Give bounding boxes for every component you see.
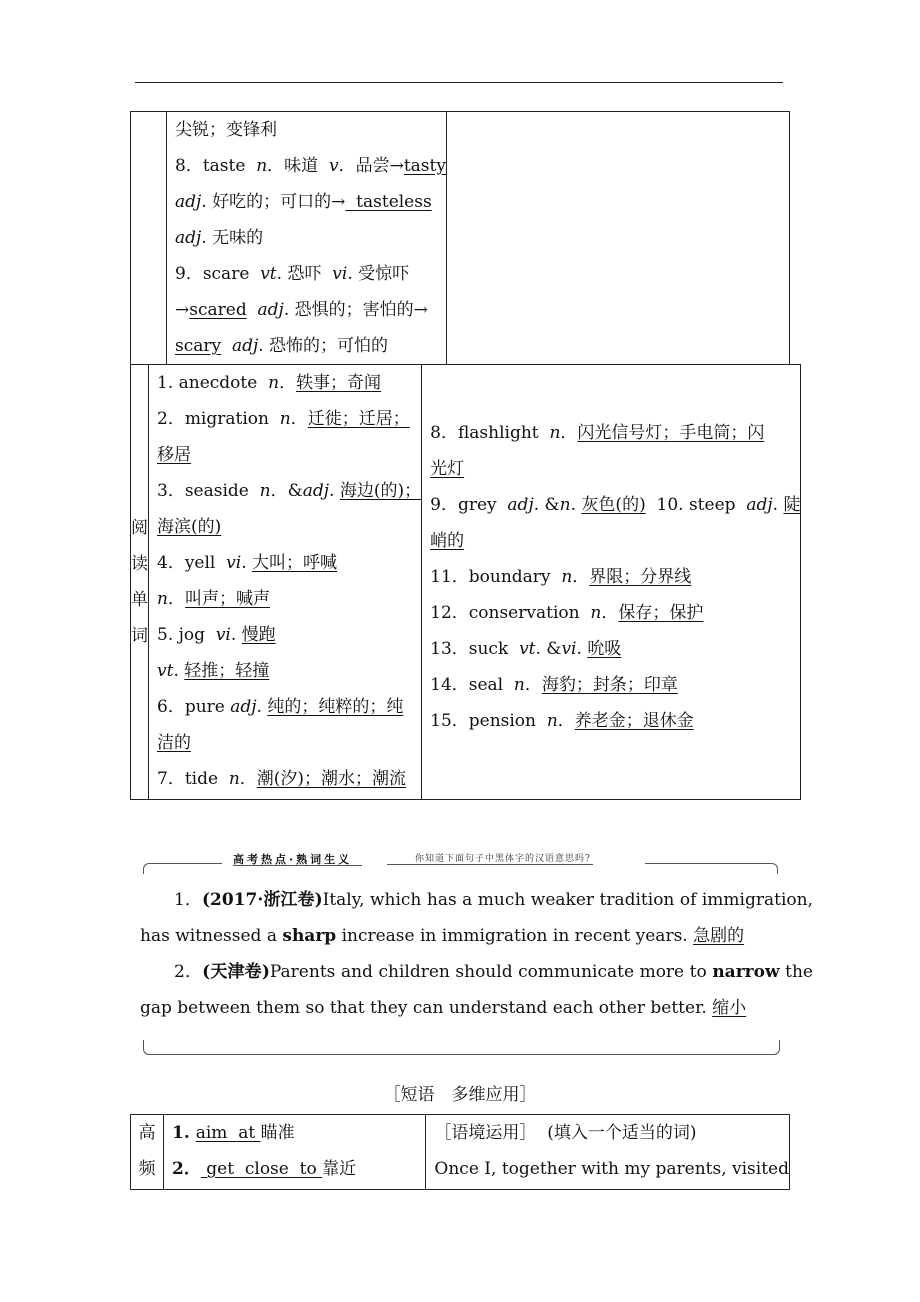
line-text: . 受惊吓	[347, 264, 410, 284]
line-text: . 恐惧的；害怕的→	[283, 300, 428, 320]
line-text: ．	[560, 423, 578, 443]
line-text: .	[173, 661, 185, 681]
line-text: n	[561, 567, 573, 587]
vocab-cell-left	[167, 112, 447, 365]
line-text: 7．tide	[157, 769, 229, 789]
vocab-line	[149, 509, 421, 545]
vocab-line	[167, 292, 446, 328]
line-text: . 恐吓	[276, 264, 333, 284]
side-label-char: 高	[138, 1123, 156, 1143]
phrases-left	[164, 1115, 426, 1190]
line-text: ［语境运用］ (填入一个适当的词)	[434, 1123, 697, 1143]
vocab-line	[422, 703, 800, 739]
line-text: ．	[167, 589, 185, 609]
line-text: .	[576, 639, 588, 659]
line-text: 9．scare	[175, 264, 261, 284]
line-text: ．&	[270, 481, 303, 501]
answer-text: 灰色(的)	[581, 495, 646, 515]
phrases-right	[426, 1115, 790, 1190]
reading-words-left	[149, 365, 422, 800]
line-text: 8．taste	[175, 156, 257, 176]
answer-text: tasty	[403, 156, 446, 176]
vocab-line	[422, 595, 800, 631]
line-text: ．	[572, 567, 590, 587]
high-frequency-label	[131, 1115, 163, 1187]
vocab-line	[149, 653, 421, 689]
hot-topic-frame-bottom	[143, 1040, 780, 1055]
vocab-line	[149, 401, 421, 437]
vocab-line	[167, 148, 446, 184]
vocab-line	[149, 761, 421, 797]
line-text: 瞄准	[260, 1123, 295, 1143]
line-text: sharp	[282, 926, 337, 946]
answer-text: 峭的	[430, 531, 465, 551]
vocab-line	[422, 451, 800, 487]
line-text: adj	[230, 697, 257, 717]
line-text: ．品尝→	[338, 156, 404, 176]
line-text: adj	[507, 495, 534, 515]
vocab-line	[149, 437, 421, 473]
line-text: . &	[533, 495, 560, 515]
line-text: vi	[561, 639, 577, 659]
vocab-line	[149, 365, 421, 401]
context-lines	[426, 1115, 789, 1187]
line-text: adj	[175, 192, 202, 212]
vocab-line	[422, 487, 800, 523]
vocab-line	[149, 689, 421, 725]
line-text: ．	[557, 711, 575, 731]
line-text: 3．seaside	[157, 481, 260, 501]
example-sentence-2	[140, 954, 813, 1026]
line-text: adj	[302, 481, 330, 501]
vocab-cell-right-empty	[446, 112, 789, 365]
line-text: 6．pure	[157, 697, 231, 717]
line-text: ．	[601, 603, 619, 623]
line-text: (2017·浙江卷)	[201, 890, 323, 910]
answer-text: 潮(汐)；潮水；潮流	[256, 769, 407, 789]
answer-text: scary	[175, 336, 222, 356]
answer-text: 海边(的)；	[339, 481, 422, 501]
line-text: 13．suck	[430, 639, 520, 659]
line-text: adj	[175, 228, 202, 248]
line-text: 1. anecdote	[157, 373, 269, 393]
vocab-line	[167, 328, 446, 364]
answer-text: 纯的；纯粹的；纯	[267, 697, 404, 717]
vocab-lines	[149, 365, 421, 797]
answer-text: 慢跑	[241, 625, 276, 645]
vocab-line	[167, 220, 446, 256]
line-text: Once I, together with my parents, visited	[434, 1159, 789, 1179]
answer-text: 轻推；轻撞	[184, 661, 270, 681]
vocab-line	[164, 1115, 425, 1151]
vocab-line	[422, 415, 800, 451]
side-cell-reading	[131, 365, 149, 800]
line-text: vt	[260, 264, 277, 284]
side-label-char: 单	[131, 590, 148, 610]
line-text: 10. steep	[645, 495, 747, 515]
side-cell-frequent	[131, 1115, 164, 1190]
vocab-line	[422, 523, 800, 559]
answer-text: 闪光信号灯；手电筒；闪	[577, 423, 765, 443]
answer-text: 叫声；喊声	[184, 589, 270, 609]
line-text: 15．pension	[430, 711, 547, 731]
vocab-line	[422, 631, 800, 667]
side-label-char: 阅	[131, 518, 148, 538]
side-cell-empty	[131, 112, 167, 365]
answer-text: scared	[189, 300, 247, 320]
line-text: 9．grey	[430, 495, 508, 515]
line-text: n	[256, 156, 268, 176]
line-text: 4．yell	[157, 553, 227, 573]
line-text: . &	[535, 639, 562, 659]
answer-text: 海滨(的)	[157, 517, 222, 537]
line-text: n	[546, 711, 558, 731]
answer-text: 轶事；奇闻	[296, 373, 382, 393]
line-text: ．	[239, 769, 257, 789]
line-text: ．	[290, 409, 308, 429]
line-text: 11．boundary	[430, 567, 562, 587]
answer-text: 陡	[783, 495, 801, 515]
line-text: 2．migration	[157, 409, 280, 429]
line-text: 12．conservation	[430, 603, 591, 623]
reading-words-label	[131, 510, 148, 654]
line-text: n	[549, 423, 561, 443]
vocab-table-continued	[130, 111, 790, 365]
line-text: n	[268, 373, 280, 393]
answer-text: 大叫；呼喊	[252, 553, 338, 573]
answer-text: 移居	[157, 445, 191, 465]
line-text: .	[230, 625, 242, 645]
line-text: .	[256, 697, 268, 717]
line-text: vi	[332, 264, 348, 284]
side-label-char: 频	[138, 1159, 156, 1179]
phrase-lines	[164, 1115, 425, 1187]
line-text: ．	[279, 373, 297, 393]
line-text: 2．	[172, 1159, 201, 1179]
header-rule	[135, 82, 783, 83]
vocab-line	[149, 581, 421, 617]
answer-text: tasteless	[345, 192, 432, 212]
line-text: .	[241, 553, 253, 573]
line-text: (天津卷)	[202, 962, 270, 982]
line-text: vi	[226, 553, 242, 573]
vocab-line	[167, 112, 446, 148]
vocab-line	[426, 1115, 789, 1151]
answer-text: 吮吸	[587, 639, 622, 659]
line-text: 1．	[174, 890, 202, 910]
line-text: vt	[157, 661, 174, 681]
answer-text: get close to	[200, 1159, 323, 1179]
side-label-char: 读	[131, 554, 148, 574]
reading-words-table	[130, 364, 801, 800]
hot-topic-frame-top	[143, 853, 778, 871]
line-text: adj	[231, 336, 259, 356]
hot-topic-title: 高考热点·熟词生义	[233, 853, 353, 866]
line-text: 尖锐；变锋利	[175, 120, 277, 140]
line-text	[247, 300, 258, 320]
answer-text: 缩小	[712, 998, 747, 1018]
line-text: adj	[746, 495, 773, 515]
line-text: . 无味的	[201, 228, 264, 248]
line-text: 5. jog	[157, 625, 216, 645]
vocab-line	[149, 473, 421, 509]
answer-text: 急剧的	[693, 926, 745, 946]
line-text: ．	[524, 675, 542, 695]
line-text: Italy, which has a much weaker tradition of immigration, has witnessed a	[140, 890, 813, 946]
line-text: n	[259, 481, 271, 501]
answer-text: aim at	[195, 1123, 261, 1143]
line-text: 14．seal	[430, 675, 514, 695]
line-text: increase in immigration in recent years.	[336, 926, 694, 946]
answer-text: 保存；保护	[618, 603, 704, 623]
line-text: n	[279, 409, 291, 429]
line-text: Parents and children should communicate more to	[269, 962, 713, 982]
line-text: adj	[257, 300, 284, 320]
line-text: vi	[215, 625, 231, 645]
reading-words-right	[422, 365, 801, 800]
line-text: n	[513, 675, 525, 695]
vocab-line	[422, 667, 800, 703]
line-text: n	[157, 589, 168, 609]
line-text: ．味道	[267, 156, 329, 176]
line-text: .	[329, 481, 340, 501]
vocab-line	[167, 256, 446, 292]
answer-text: 界限；分界线	[589, 567, 692, 587]
line-text: .	[570, 495, 582, 515]
vocab-line	[149, 725, 421, 761]
side-label-char: 词	[131, 626, 148, 646]
vocab-line	[149, 545, 421, 581]
line-text: →	[175, 300, 190, 320]
line-text: . 好吃的；可口的→	[201, 192, 346, 212]
vocab-line	[164, 1151, 425, 1187]
line-text: n	[228, 769, 240, 789]
line-text: . 恐怖的；可怕的	[258, 336, 389, 356]
vocab-line	[167, 184, 446, 220]
line-text: 2．	[174, 962, 203, 982]
vocab-lines	[167, 112, 446, 364]
line-text: 靠近	[322, 1159, 357, 1179]
phrases-table	[130, 1114, 790, 1190]
example-sentence-1	[140, 882, 813, 954]
line-text: vt	[519, 639, 536, 659]
phrases-heading: ［短语 多维应用］	[383, 1085, 537, 1105]
line-text	[221, 336, 232, 356]
vocab-line	[149, 617, 421, 653]
answer-text: 海豹；封条；印章	[541, 675, 678, 695]
hot-topic-subtitle: 你知道下面句子中黑体字的汉语意思吗?	[415, 851, 591, 864]
line-text: n	[590, 603, 602, 623]
answer-text: 光灯	[430, 459, 465, 479]
line-text: v	[328, 156, 339, 176]
line-text: .	[772, 495, 784, 515]
answer-text: 养老金；退休金	[574, 711, 694, 731]
line-text: 8．flashlight	[430, 423, 550, 443]
line-text: narrow	[712, 962, 780, 982]
answer-text: 洁的	[157, 733, 191, 753]
line-text: 1.	[172, 1123, 196, 1143]
vocab-lines	[422, 365, 800, 739]
answer-text: 迁徙；迁居；	[307, 409, 410, 429]
vocab-line	[426, 1151, 789, 1187]
vocab-line	[422, 559, 800, 595]
line-text: n	[559, 495, 571, 515]
line-text: the gap between them so that they can understand each other better.	[140, 962, 813, 1018]
